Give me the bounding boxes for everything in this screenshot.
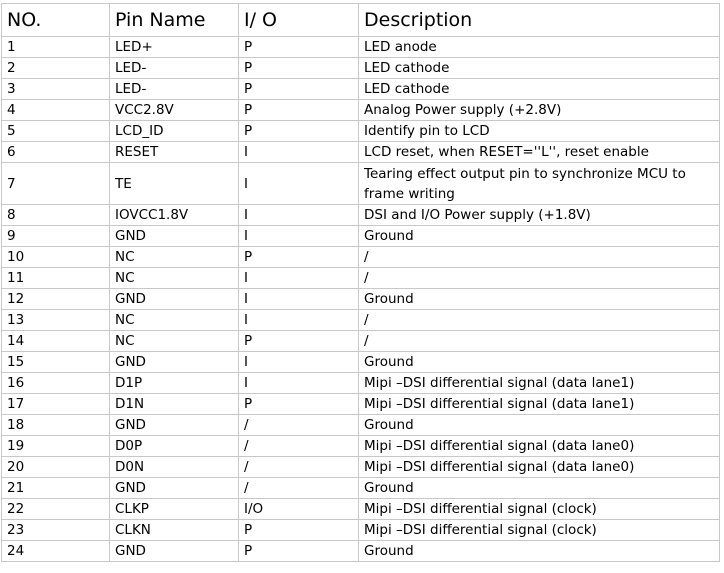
cell-description: / [359,247,720,268]
table-row [2,541,720,562]
cell-pin-name: D1N [110,394,239,415]
cell-pin-name: CLKP [110,499,239,520]
cell-description: Tearing effect output pin to synchronize MCU to frame writing [359,163,720,205]
cell-no: 11 [2,268,110,289]
cell-io: P [239,37,359,58]
cell-io: P [239,100,359,121]
cell-io: I [239,268,359,289]
cell-no: 13 [2,310,110,331]
table-row [2,436,720,457]
table-row [2,478,720,499]
table-row [2,37,720,58]
cell-description: Mipi –DSI differential signal (clock) [359,520,720,541]
cell-no: 9 [2,226,110,247]
cell-description: / [359,268,720,289]
table-row [2,58,720,79]
cell-pin-name: NC [110,310,239,331]
cell-description: Ground [359,289,720,310]
cell-io: P [239,79,359,100]
table-row [2,226,720,247]
table-row [2,268,720,289]
cell-description: DSI and I/O Power supply (+1.8V) [359,205,720,226]
cell-no: 2 [2,58,110,79]
cell-no: 6 [2,142,110,163]
table-row [2,79,720,100]
cell-io: P [239,520,359,541]
header-no: NO. [2,4,110,37]
cell-io: I/O [239,499,359,520]
table-row [2,163,720,205]
cell-no: 18 [2,415,110,436]
cell-no: 22 [2,499,110,520]
table-row [2,142,720,163]
cell-description: Ground [359,478,720,499]
cell-pin-name: D1P [110,373,239,394]
cell-io: / [239,457,359,478]
cell-pin-name: CLKN [110,520,239,541]
cell-pin-name: NC [110,331,239,352]
cell-description: Mipi –DSI differential signal (data lane1) [359,394,720,415]
table-row [2,310,720,331]
pin-definition-table [1,3,720,562]
table-row [2,100,720,121]
cell-no: 4 [2,100,110,121]
cell-description: LED cathode [359,58,720,79]
cell-description: Identify pin to LCD [359,121,720,142]
cell-io: I [239,373,359,394]
table-row [2,331,720,352]
header-io: I/ O [239,4,359,37]
cell-pin-name: TE [110,163,239,205]
cell-io: P [239,121,359,142]
cell-description: Mipi –DSI differential signal (data lane0) [359,436,720,457]
cell-no: 8 [2,205,110,226]
table-row [2,121,720,142]
table-body [2,37,720,562]
cell-no: 16 [2,373,110,394]
cell-description: Mipi –DSI differential signal (data lane0) [359,457,720,478]
cell-no: 20 [2,457,110,478]
cell-io: P [239,394,359,415]
table-header-row [2,4,720,37]
cell-io: P [239,247,359,268]
cell-pin-name: LED+ [110,37,239,58]
table-row [2,520,720,541]
table-row [2,499,720,520]
cell-description: Mipi –DSI differential signal (clock) [359,499,720,520]
cell-description: Mipi –DSI differential signal (data lane1) [359,373,720,394]
table-row [2,394,720,415]
cell-no: 7 [2,163,110,205]
cell-no: 1 [2,37,110,58]
cell-pin-name: NC [110,268,239,289]
cell-io: I [239,352,359,373]
cell-no: 14 [2,331,110,352]
cell-no: 5 [2,121,110,142]
cell-io: P [239,58,359,79]
cell-pin-name: LED- [110,58,239,79]
header-pin-name: Pin Name [110,4,239,37]
cell-io: I [239,310,359,331]
cell-pin-name: GND [110,478,239,499]
cell-no: 24 [2,541,110,562]
cell-io: / [239,436,359,457]
cell-pin-name: RESET [110,142,239,163]
cell-pin-name: NC [110,247,239,268]
cell-no: 21 [2,478,110,499]
cell-pin-name: GND [110,541,239,562]
cell-no: 12 [2,289,110,310]
cell-description: Ground [359,541,720,562]
cell-io: P [239,541,359,562]
cell-io: I [239,289,359,310]
cell-no: 17 [2,394,110,415]
cell-pin-name: GND [110,289,239,310]
cell-description: / [359,310,720,331]
cell-description: / [359,331,720,352]
cell-description: LED cathode [359,79,720,100]
cell-description: Ground [359,226,720,247]
cell-io: P [239,331,359,352]
table-row [2,415,720,436]
cell-description: Ground [359,352,720,373]
cell-no: 19 [2,436,110,457]
table-row [2,352,720,373]
cell-no: 15 [2,352,110,373]
cell-pin-name: VCC2.8V [110,100,239,121]
cell-pin-name: IOVCC1.8V [110,205,239,226]
cell-pin-name: D0P [110,436,239,457]
cell-pin-name: GND [110,352,239,373]
cell-pin-name: GND [110,415,239,436]
cell-io: I [239,142,359,163]
cell-no: 23 [2,520,110,541]
cell-no: 10 [2,247,110,268]
table-row [2,247,720,268]
cell-io: / [239,415,359,436]
cell-description: Ground [359,415,720,436]
cell-io: I [239,163,359,205]
cell-io: I [239,226,359,247]
table-row [2,205,720,226]
table-row [2,373,720,394]
cell-pin-name: LED- [110,79,239,100]
table-row [2,289,720,310]
cell-description: Analog Power supply (+2.8V) [359,100,720,121]
cell-pin-name: GND [110,226,239,247]
cell-io: I [239,205,359,226]
cell-no: 3 [2,79,110,100]
cell-pin-name: D0N [110,457,239,478]
header-description: Description [359,4,720,37]
table-row [2,457,720,478]
cell-io: / [239,478,359,499]
cell-description: LED anode [359,37,720,58]
cell-pin-name: LCD_ID [110,121,239,142]
cell-description: LCD reset, when RESET=''L'', reset enable [359,142,720,163]
